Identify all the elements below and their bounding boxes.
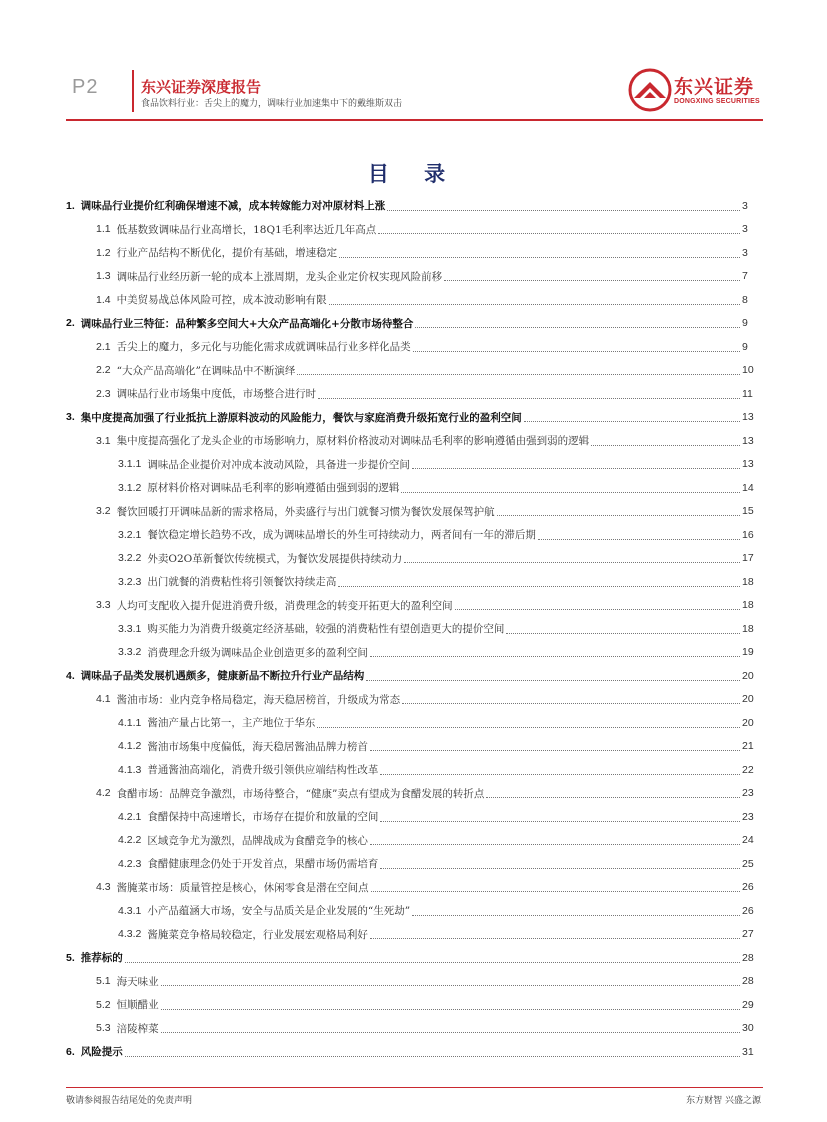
- toc-entry-title: 人均可支配收入提升促进消费升级，消费理念的转变开拓更大的盈利空间: [116, 599, 453, 612]
- toc-entry-title: 调味品企业提价对冲成本波动风险，具备进一步提价空间: [147, 458, 410, 471]
- toc-entry-title: 酱腌菜竞争格局较稳定，行业发展宏观格局利好: [147, 928, 368, 941]
- toc-entry-number: 5.3: [96, 1022, 111, 1035]
- toc-entry-number: 2.1: [96, 340, 111, 353]
- company-logo: [628, 68, 768, 114]
- toc-entry-title: 集中度提高强化了龙头企业的市场影响力，原材料价格波动对调味品毛利率的影响遵循由强到弱的逻辑: [116, 435, 590, 448]
- page-number: P2: [72, 76, 99, 98]
- toc-entry-number: 3.2: [96, 505, 111, 518]
- toc-entry-page: 20: [742, 716, 754, 729]
- toc-entry-leader: [387, 210, 740, 211]
- toc-entry-number: 4.2.3: [118, 857, 142, 870]
- toc-entry-leader: [339, 257, 740, 258]
- toc-entry-title: 恒顺醋业: [116, 999, 159, 1012]
- toc-entry-number: 3.2.1: [118, 528, 142, 541]
- toc-entry-number: 3.3.1: [118, 622, 142, 635]
- toc-entry-leader: [455, 609, 740, 610]
- toc-entry-page: 9: [742, 340, 748, 353]
- toc-entry-page: 8: [742, 293, 748, 306]
- toc-entry-leader: [338, 586, 740, 587]
- toc-entry-leader: [380, 868, 740, 869]
- toc-entry[interactable]: [66, 453, 754, 477]
- toc-entry-page: 3: [742, 246, 748, 259]
- toc-entry-page: 20: [742, 669, 754, 682]
- toc-entry-leader: [317, 727, 740, 728]
- toc-entry-number: 4.1.2: [118, 740, 142, 753]
- toc-entry-number: 5.: [66, 951, 75, 964]
- toc-entry-number: 4.2.2: [118, 834, 142, 847]
- toc-entry-title: 中美贸易战总体风险可控，成本波动影响有限: [116, 294, 327, 307]
- toc-entry-leader: [412, 468, 740, 469]
- toc-entry-title: 餐饮回暖打开调味品新的需求格局，外卖盛行与出门就餐习惯为餐饮发展保驾护航: [116, 505, 495, 518]
- toc-entry-number: 3.1.2: [118, 481, 142, 494]
- toc-entry-leader: [497, 515, 740, 516]
- toc-entry-number: 4.3.2: [118, 928, 142, 941]
- toc-entry-leader: [412, 915, 740, 916]
- toc-entry-page: 15: [742, 505, 754, 518]
- toc-entry[interactable]: [66, 359, 754, 383]
- toc-entry-page: 28: [742, 951, 754, 964]
- toc-entry-title: 推荐标的: [80, 952, 123, 965]
- toc-entry-page: 26: [742, 904, 754, 917]
- toc-entry-title: 购买能力为消费升级奠定经济基础，较强的消费粘性有望创造更大的提价空间: [147, 623, 505, 636]
- toc-entry-leader: [297, 374, 740, 375]
- header-rule: [66, 119, 763, 121]
- toc-entry-number: 1.3: [96, 270, 111, 283]
- toc-entry-title: 调味品行业三特征：品种繁多空间大+大众产品高端化+分散市场待整合: [80, 317, 414, 330]
- toc-entry[interactable]: [66, 288, 748, 312]
- toc-entry-page: 18: [742, 622, 754, 635]
- toc-entry-page: 18: [742, 599, 754, 612]
- toc-entry-leader: [591, 445, 740, 446]
- toc-entry-page: 24: [742, 834, 754, 847]
- toc-entry-page: 22: [742, 763, 754, 776]
- toc-entry-page: 25: [742, 857, 754, 870]
- toc-entry-title: 低基数致调味品行业高增长，18Q1毛利率达近几年高点: [116, 223, 377, 236]
- toc-entry-leader: [413, 351, 740, 352]
- toc-entry-number: 5.2: [96, 998, 111, 1011]
- toc-entry-page: 14: [742, 481, 754, 494]
- toc-entry[interactable]: [66, 735, 754, 759]
- toc-entry-page: 13: [742, 411, 754, 424]
- toc-entry[interactable]: [66, 664, 754, 688]
- toc-entry-leader: [524, 421, 740, 422]
- toc-entry[interactable]: [66, 688, 754, 712]
- footer-disclaimer: 敬请参阅报告结尾处的免责声明: [66, 1096, 193, 1106]
- toc-entry-page: 31: [742, 1045, 754, 1058]
- toc-entry[interactable]: [66, 406, 754, 430]
- toc-entry-number: 4.1.3: [118, 763, 142, 776]
- toc-entry-number: 3.2.2: [118, 552, 142, 565]
- footer-rule: [66, 1087, 763, 1088]
- toc-entry[interactable]: [66, 946, 754, 970]
- toc-entry-leader: [161, 1032, 740, 1033]
- header-divider: [132, 70, 134, 112]
- toc-entry-title: 涪陵榨菜: [116, 1022, 159, 1035]
- toc-entry[interactable]: [66, 899, 754, 923]
- toc-entry-page: 7: [742, 270, 748, 283]
- toc-entry-page: 20: [742, 693, 754, 706]
- toc-entry-page: 13: [742, 434, 754, 447]
- toc-entry-leader: [402, 703, 740, 704]
- toc-entry[interactable]: [66, 500, 754, 524]
- toc-entry-title: 调味品子品类发展机遇颇多，健康新品不断拉升行业产品结构: [80, 670, 365, 683]
- toc-entry-title: 酱油产量占比第一，主产地位于华东: [147, 717, 316, 730]
- toc-entry-number: 2.2: [96, 364, 111, 377]
- toc-entry-title: 海天味业: [116, 975, 159, 988]
- toc-entry-leader: [370, 844, 740, 845]
- toc-entry-leader: [378, 233, 740, 234]
- toc-entry-title: 酱腌菜市场：质量管控是核心，休闲零食是潜在空间点: [116, 881, 369, 894]
- toc-entry-number: 3.2.3: [118, 575, 142, 588]
- toc-entry-leader: [380, 821, 740, 822]
- toc-entry-title: 食醋市场：品牌竞争激烈，市场待整合，“健康”卖点有望成为食醋发展的转折点: [116, 787, 485, 800]
- toc-entry[interactable]: [66, 852, 754, 876]
- toc-entry-page: 18: [742, 575, 754, 588]
- toc-entry-title: 调味品行业经历新一轮的成本上涨周期，龙头企业定价权实现风险前移: [116, 270, 443, 283]
- toc-entry-leader: [506, 633, 740, 634]
- toc-entry-title: 调味品行业市场集中度低，市场整合进行时: [116, 388, 317, 401]
- toc-entry-title: 行业产品结构不断优化，提价有基础，增速稳定: [116, 247, 338, 260]
- toc-entry[interactable]: [66, 194, 748, 218]
- toc-entry-leader: [125, 962, 740, 963]
- toc-entry-title: 普通酱油高端化，消费升级引领供应端结构性改革: [147, 764, 379, 777]
- toc-entry-page: 17: [742, 552, 754, 565]
- toc-entry-title: 外卖O2O革新餐饮传统模式，为餐饮发展提供持续动力: [147, 552, 403, 565]
- toc-entry-title: 餐饮稳定增长趋势不改，成为调味品增长的外生可持续动力，两者间有一年的滞后期: [147, 529, 536, 542]
- toc-entry-title: 小产品蕴涵大市场，安全与品质关是企业发展的“生死劫”: [147, 905, 411, 918]
- toc-entry-leader: [125, 1056, 740, 1057]
- toc-entry[interactable]: [66, 547, 754, 571]
- toc-entry-number: 4.3.1: [118, 904, 142, 917]
- toc-entry[interactable]: [66, 617, 754, 641]
- toc-entry-page: 23: [742, 810, 754, 823]
- toc-entry[interactable]: [66, 241, 748, 265]
- toc-entry[interactable]: [66, 570, 754, 594]
- toc-entry-leader: [415, 327, 740, 328]
- toc-entry-number: 5.1: [96, 975, 111, 988]
- toc-entry-leader: [318, 398, 740, 399]
- logo-english-name: DONGXING SECURITIES: [674, 98, 760, 105]
- toc-entry-title: 调味品行业提价红利确保增速不减，成本转嫁能力对冲原材料上涨: [80, 200, 386, 213]
- toc-entry[interactable]: [66, 265, 748, 289]
- toc-entry-number: 2.3: [96, 387, 111, 400]
- toc-entry-title: 出门就餐的消费粘性将引领餐饮持续走高: [147, 576, 337, 589]
- toc-entry-page: 21: [742, 740, 754, 753]
- toc-entry[interactable]: [66, 829, 754, 853]
- toc-entry-page: 11: [742, 387, 753, 400]
- toc-entry-number: 1.2: [96, 246, 111, 259]
- toc-entry[interactable]: [66, 476, 754, 500]
- toc-entry-title: “大众产品高端化”在调味品中不断演绎: [116, 364, 296, 377]
- toc-entry-leader: [370, 656, 740, 657]
- toc-entry-leader: [380, 774, 740, 775]
- toc-entry-leader: [538, 539, 740, 540]
- toc-entry-number: 1.4: [96, 293, 111, 306]
- logo-chinese-name: 东兴证券: [674, 76, 755, 98]
- toc-entry-number: 3.3.2: [118, 646, 142, 659]
- toc-entry-number: 3.3: [96, 599, 111, 612]
- toc-entry-title: 酱油市场：业内竞争格局稳定，海天稳居榜首，升级成为常态: [116, 693, 401, 706]
- toc-entry-leader: [486, 797, 740, 798]
- toc-entry-number: 1.1: [96, 223, 111, 236]
- toc-entry[interactable]: [66, 523, 754, 547]
- toc-entry-number: 6.: [66, 1045, 75, 1058]
- footer-slogan: 东方财智 兴盛之源: [686, 1096, 761, 1106]
- logo-emblem-icon: [628, 68, 672, 112]
- toc-entry-page: 16: [742, 528, 754, 541]
- toc-entry-title: 酱油市场集中度偏低，海天稳居酱油品牌力榜首: [147, 740, 368, 753]
- toc-entry[interactable]: [66, 923, 754, 947]
- report-title: 东兴证券深度报告: [141, 78, 262, 96]
- toc-entry-leader: [161, 985, 740, 986]
- toc-entry-title: 区域竞争尤为激烈，品牌战成为食醋竞争的核心: [147, 834, 368, 847]
- toc-entry[interactable]: [66, 218, 748, 242]
- toc-entry-leader: [370, 938, 740, 939]
- toc-entry[interactable]: [66, 641, 754, 665]
- toc-entry-title: 食醋健康理念仍处于开发首点，果醋市场仍需培育: [147, 858, 379, 871]
- toc-entry-title: 集中度提高加强了行业抵抗上游原料波动的风险能力，餐饮与家庭消费升级拓宽行业的盈利空间: [80, 411, 522, 424]
- page-header: [0, 0, 827, 125]
- toc-entry-number: 1.: [66, 199, 75, 212]
- toc-entry-title: 原材料价格对调味品毛利率的影响遵循由强到弱的逻辑: [147, 482, 400, 495]
- toc-entry-title: 食醋保持中高速增长，市场存在提价和放量的空间: [147, 811, 379, 824]
- toc-entry-number: 4.: [66, 669, 75, 682]
- toc-entry-leader: [401, 492, 740, 493]
- toc-entry-number: 4.1: [96, 693, 111, 706]
- toc-entry-number: 3.: [66, 411, 75, 424]
- toc-entry[interactable]: [66, 758, 754, 782]
- toc-entry-page: 10: [742, 364, 754, 377]
- toc-entry-leader: [371, 891, 740, 892]
- toc-entry-title: 舌尖上的魔力，多元化与功能化需求成就调味品行业多样化品类: [116, 341, 411, 354]
- toc-entry-leader: [444, 280, 740, 281]
- toc-entry-page: 30: [742, 1022, 754, 1035]
- toc-entry-number: 3.1: [96, 434, 111, 447]
- toc-entry[interactable]: [66, 382, 753, 406]
- toc-entry-page: 19: [742, 646, 754, 659]
- toc-entry-leader: [329, 304, 740, 305]
- toc-entry[interactable]: [66, 711, 754, 735]
- toc-entry-title: 消费理念升级为调味品企业创造更多的盈利空间: [147, 646, 368, 659]
- toc-entry-leader: [161, 1009, 740, 1010]
- toc-entry[interactable]: [66, 805, 754, 829]
- toc-entry[interactable]: [66, 993, 754, 1017]
- toc-entry-number: 4.3: [96, 881, 111, 894]
- toc-entry[interactable]: [66, 1017, 754, 1041]
- toc-entry-page: 27: [742, 928, 754, 941]
- toc-entry-number: 3.1.1: [118, 458, 142, 471]
- toc-entry-page: 28: [742, 975, 754, 988]
- toc-entry-page: 3: [742, 223, 748, 236]
- toc-entry[interactable]: [66, 1040, 754, 1064]
- toc-entry-number: 4.2.1: [118, 810, 142, 823]
- toc-entry[interactable]: [66, 594, 754, 618]
- toc-entry-number: 4.2: [96, 787, 111, 800]
- toc-entry-page: 23: [742, 787, 754, 800]
- toc-title: 目 录: [367, 162, 460, 186]
- toc-entry-title: 风险提示: [80, 1046, 123, 1059]
- toc-entry[interactable]: [66, 782, 754, 806]
- toc-entry-number: 2.: [66, 317, 75, 330]
- toc-entry[interactable]: [66, 970, 754, 994]
- toc-entry[interactable]: [66, 335, 748, 359]
- toc-entry[interactable]: [66, 876, 754, 900]
- toc-entry-number: 4.1.1: [118, 716, 142, 729]
- table-of-contents: [66, 194, 754, 1064]
- toc-entry[interactable]: [66, 429, 754, 453]
- toc-entry-page: 9: [742, 317, 748, 330]
- toc-entry-leader: [404, 562, 740, 563]
- toc-entry-page: 29: [742, 998, 754, 1011]
- toc-entry-page: 26: [742, 881, 754, 894]
- toc-entry-leader: [366, 680, 740, 681]
- toc-entry-page: 13: [742, 458, 754, 471]
- toc-entry[interactable]: [66, 312, 748, 336]
- toc-entry-page: 3: [742, 199, 748, 212]
- report-subtitle: 食品饮料行业：舌尖上的魔力，调味行业加速集中下的戴维斯双击: [141, 99, 403, 109]
- toc-entry-leader: [370, 750, 740, 751]
